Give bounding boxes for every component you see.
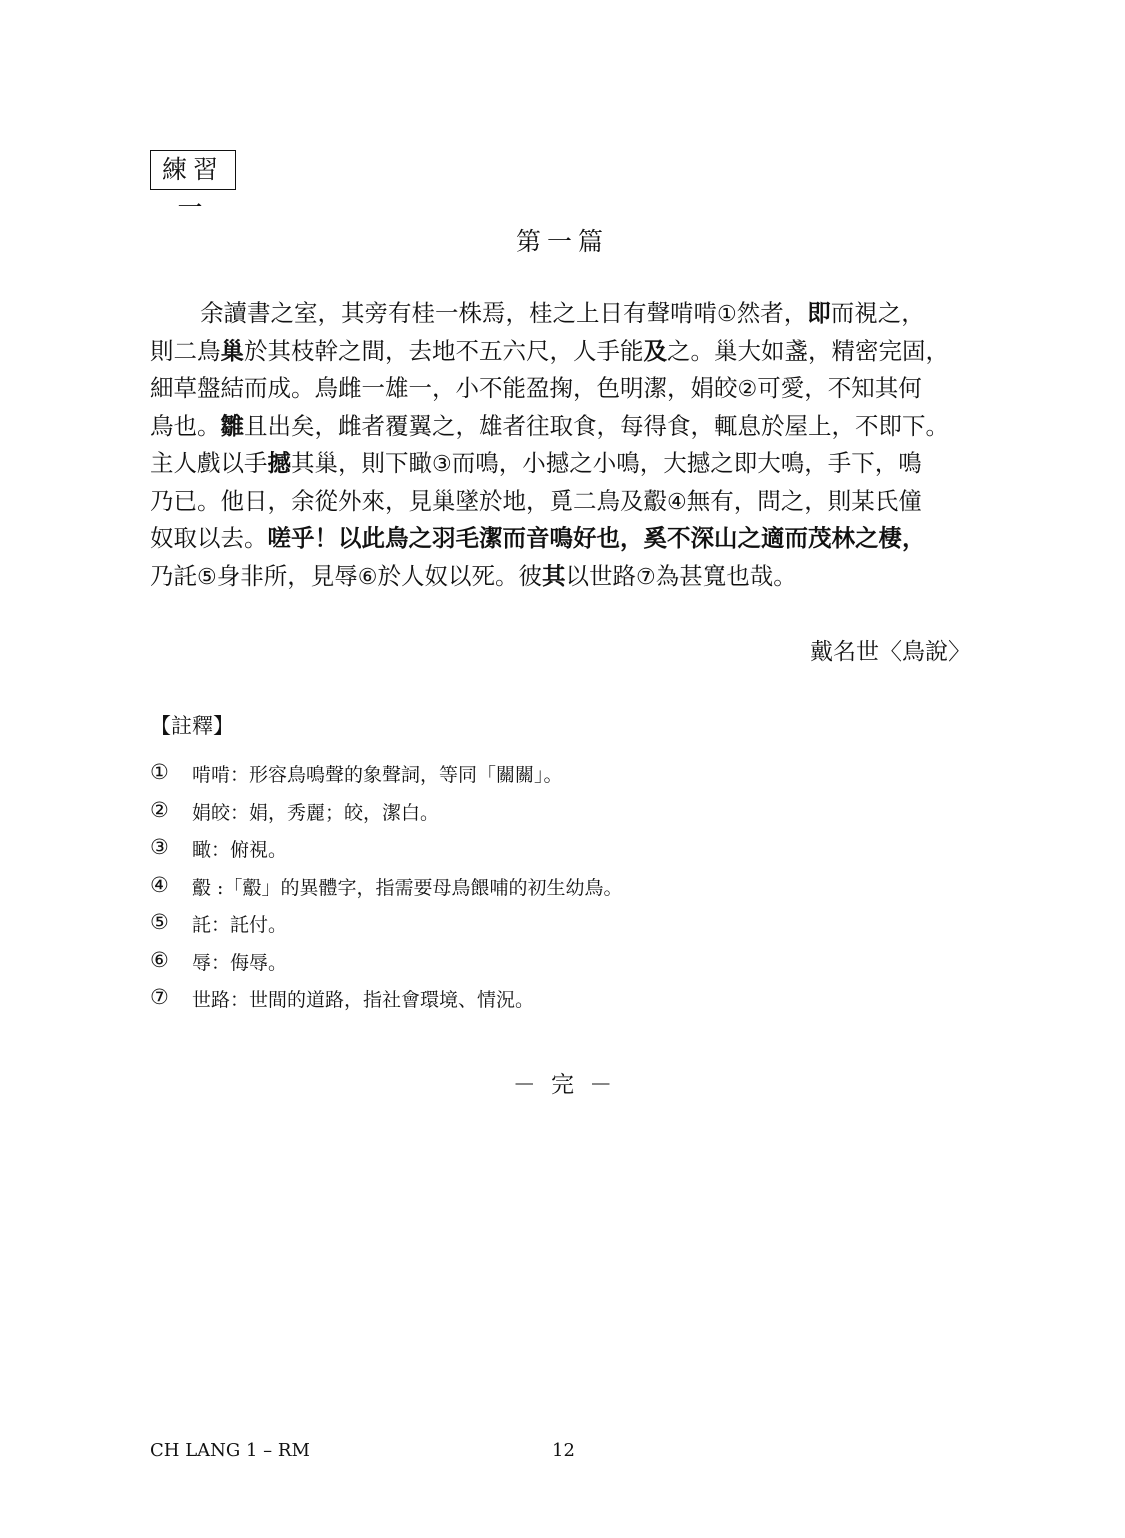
- note-reference: ②: [737, 377, 758, 402]
- bold-text: 嗟乎！以此鳥之羽毛潔而音鳴好也，奚不深山之適而茂林之棲，: [267, 524, 926, 552]
- note-text: 世路：世間的道路，指社會環境、情況。: [192, 989, 535, 1011]
- passage-line: [150, 520, 980, 558]
- passage-body: [150, 295, 980, 595]
- passage-text: 主人戲以手: [150, 449, 268, 477]
- passage-text: 則二鳥: [150, 336, 221, 365]
- note-number: ②: [150, 797, 169, 822]
- passage-text: 乃已。他日，余從外來，見巢墜於地，覓二鳥及: [150, 486, 644, 515]
- note-reference: ③: [432, 452, 452, 477]
- note-number: ③: [150, 835, 169, 859]
- note-text: 啃啃：形容鳥鳴聲的象聲詞，等同「關關」。: [192, 764, 563, 786]
- passage-text: 身非所，見辱: [216, 561, 358, 590]
- note-item: [150, 910, 950, 948]
- passage-text: 奴取以去。: [150, 524, 268, 552]
- passage-text: 且出矣，雌者覆翼之，雄者往取食，每得食，輒息於屋上，不即下。: [244, 411, 949, 440]
- passage-text: 然者，: [736, 299, 808, 327]
- notes-list: [150, 760, 950, 1023]
- bold-text: 其: [541, 561, 566, 590]
- footer-page-number: 12: [552, 1440, 575, 1461]
- note-item: [150, 760, 950, 798]
- passage-title: 第一篇: [515, 227, 609, 256]
- note-text: 託：託付。: [192, 914, 288, 936]
- bold-text: 巢: [220, 336, 244, 365]
- note-text: 娟皎：娟，秀麗；皎，潔白。: [192, 801, 440, 824]
- note-number: ⑥: [150, 947, 169, 972]
- note-number: ④: [150, 872, 169, 897]
- passage-text: 為甚寬也哉。: [655, 561, 797, 590]
- passage-line: [150, 333, 980, 371]
- footer-course-code: CH LANG 1 – RM: [150, 1440, 310, 1461]
- passage-text: 而鳴，小撼之小鳴，大撼之即大鳴，手下，鳴: [451, 449, 922, 477]
- bold-text: 即: [807, 299, 831, 327]
- bold-text: 及: [643, 336, 667, 365]
- bold-text: 雛: [220, 411, 244, 440]
- note-reference: ⑤: [197, 564, 217, 590]
- note-number: ⑤: [150, 910, 169, 934]
- bold-text: 撼: [267, 449, 291, 477]
- note-number: ①: [150, 760, 169, 784]
- note-reference: ⑦: [635, 564, 656, 590]
- passage-text: 無有，問之，則某氏僮: [686, 486, 922, 515]
- passage-text: 余讀書之室，其旁有桂一株焉，桂之上日有聲: [200, 299, 670, 327]
- exercise-label: 練習一: [161, 155, 224, 222]
- passage-text: 其巢，則下瞰: [291, 449, 432, 477]
- passage-text: 可愛，不知其何: [757, 374, 922, 402]
- note-item: [150, 948, 950, 986]
- passage-text: 於人奴以死。彼: [377, 561, 542, 590]
- passage-line: [150, 483, 980, 521]
- note-reference: ④: [667, 489, 687, 515]
- end-mark: － 完 －: [512, 1072, 613, 1098]
- passage-text: 細草盤結而成。鳥雌一雄一，小不能盈掬，色明潔，娟皎: [150, 374, 738, 402]
- passage-line: [150, 445, 980, 483]
- passage-text: 於其枝幹之間，去地不五六尺，人手能: [244, 336, 644, 365]
- passage-text: 鳥也。: [150, 411, 221, 440]
- passage-line: [150, 295, 980, 333]
- note-text: 鷇 :「鷇」的異體字，指需要母鳥餵哺的初生幼鳥。: [192, 876, 623, 899]
- note-number: ⑦: [150, 985, 169, 1009]
- notes-heading: 【註釋】: [150, 714, 234, 738]
- passage-attribution: 戴名世〈鳥說〉: [810, 639, 971, 665]
- exercise-label-box: [150, 150, 236, 222]
- note-text: 辱：侮辱。: [192, 951, 288, 974]
- passage-line: [150, 408, 980, 446]
- passage-line: [150, 558, 980, 596]
- note-reference: ⑥: [357, 564, 378, 590]
- passage-text: 乃託: [150, 561, 197, 590]
- note-item: [150, 835, 950, 873]
- passage-line: [150, 370, 980, 408]
- note-item: [150, 985, 950, 1023]
- passage-text: 啃啃: [670, 299, 717, 327]
- note-reference: ①: [717, 302, 737, 327]
- passage-text: 之。巢大如盞，精密完固，: [667, 336, 949, 365]
- note-item: [150, 873, 950, 911]
- note-item: [150, 798, 950, 836]
- note-text: 瞰：俯視。: [192, 839, 288, 861]
- passage-text: 鷇: [643, 486, 667, 515]
- passage-text: 而視之，: [830, 299, 925, 327]
- passage-text: 以世路: [565, 561, 636, 590]
